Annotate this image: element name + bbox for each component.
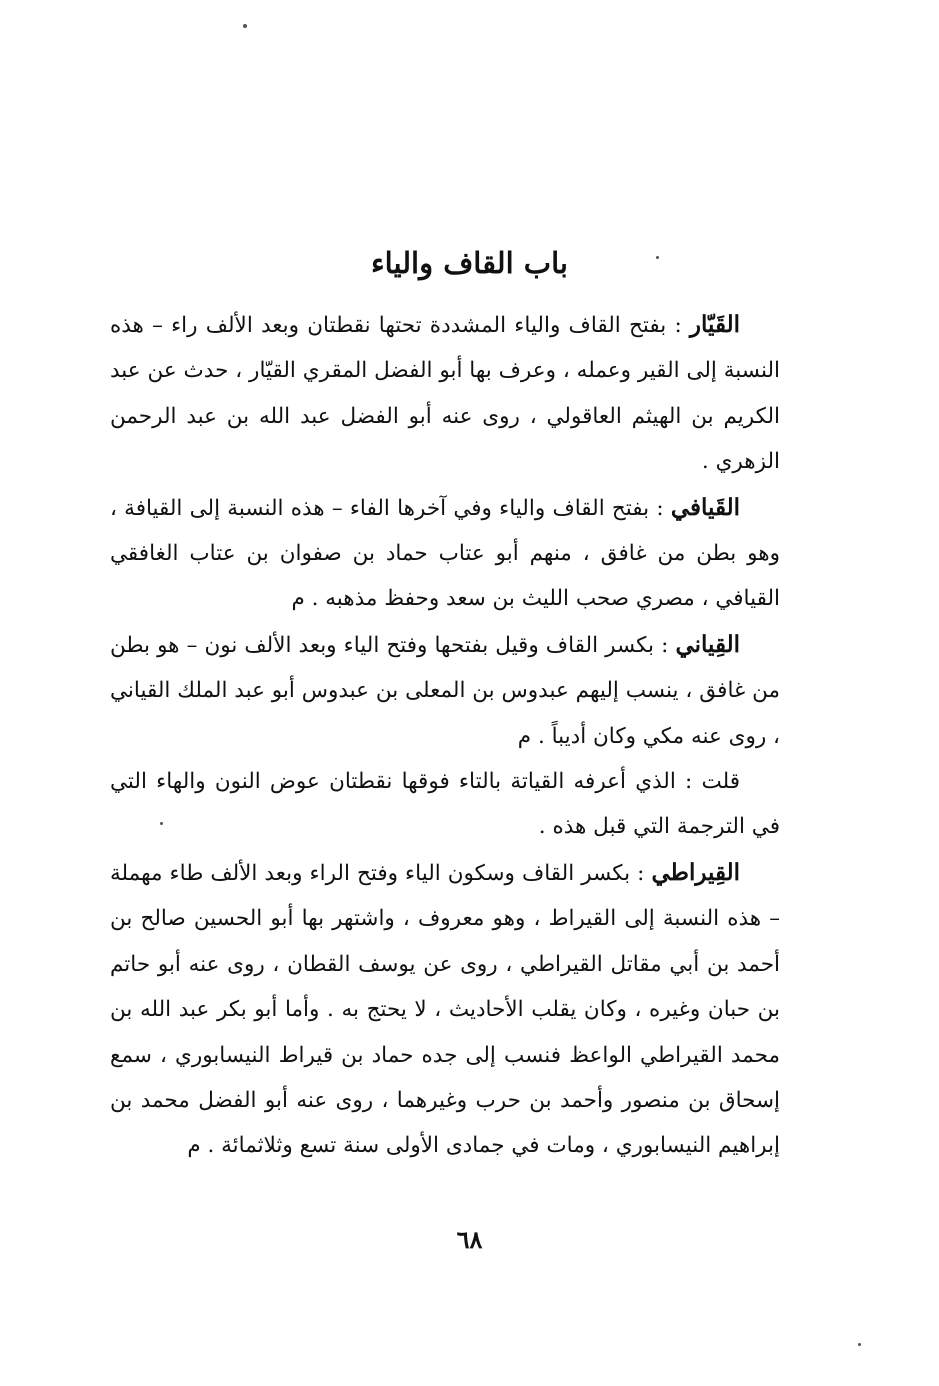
entry-note	[110, 759, 780, 850]
entry-al-qiyani	[110, 622, 780, 759]
entry-text: : بفتح القاف والياء وفي آخرها الفاء – هذه النسبة إلى القيافة ، وهو بطن من غافق ، منهم أبو عتاب حماد بن صفوان بن عتاب الغافقي القيافي ، مصري صحب الليث بن سعد وحفظ مذهبه . م	[110, 495, 780, 612]
chapter-title: باب القاف والياء	[371, 246, 568, 281]
entry-headword: القِيراطي	[651, 858, 740, 886]
entry-al-qayafi	[110, 485, 780, 622]
entries-body	[110, 302, 780, 1169]
entry-al-qayyar	[110, 302, 780, 485]
entry-headword: القَيّار	[689, 311, 740, 338]
entry-headword: القِياني	[675, 630, 740, 658]
scan-speck	[243, 24, 247, 28]
scan-speck	[858, 1343, 861, 1346]
entry-headword: القَيافي	[670, 493, 740, 521]
entry-text: : بفتح القاف والياء المشددة تحتها نقطتان وبعد الألف راء – هذه النسبة إلى القير وعمله ، وعرف بها أبو الفضل المقري القيّار ، حدث عن عبد الكريم بن الهيثم العاقولي ، روى عنه أبو الفضل عبد الله بن عبد الرحمن الزهري .	[110, 313, 780, 475]
entry-al-qirati	[110, 850, 780, 1169]
entry-text: قلت : الذي أعرفه القياتة بالتاء فوقها نقطتان عوض النون والهاء التي في الترجمة التي قبل هذه .	[110, 769, 780, 840]
page-number: ٦٨	[456, 1225, 483, 1254]
entry-text: : بكسر القاف وسكون الياء وفتح الراء وبعد الألف طاء مهملة – هذه النسبة إلى القيراط ، وهو معروف ، واشتهر بها أبو الحسين صالح بن أحمد بن أبي مقاتل القيراطي ، روى عن يوسف القطان ، روى عنه أبو حاتم بن حبان وغيره ، وكان يقلب الأحاديث ، لا يحتج به . وأما أبو بكر عبد الله بن محمد القيراطي الواعظ فنسب إلى جده حماد بن قيراط النيسابوري ، سمع إسحاق بن منصور وأحمد بن حرب وغيرهما ، روى عنه أبو الفضل محمد بن إبراهيم النيسابوري ، ومات في جمادى الأولى سنة تسع وثلاثمائة . م	[110, 860, 780, 1159]
entry-text: : بكسر القاف وقيل بفتحها وفتح الياء وبعد الألف نون – هو بطن من غافق ، ينسب إليهم عبدوس بن المعلى بن عبدوس أبو عبد الملك القياني ، روى عنه مكي وكان أديباً . م	[110, 632, 780, 749]
